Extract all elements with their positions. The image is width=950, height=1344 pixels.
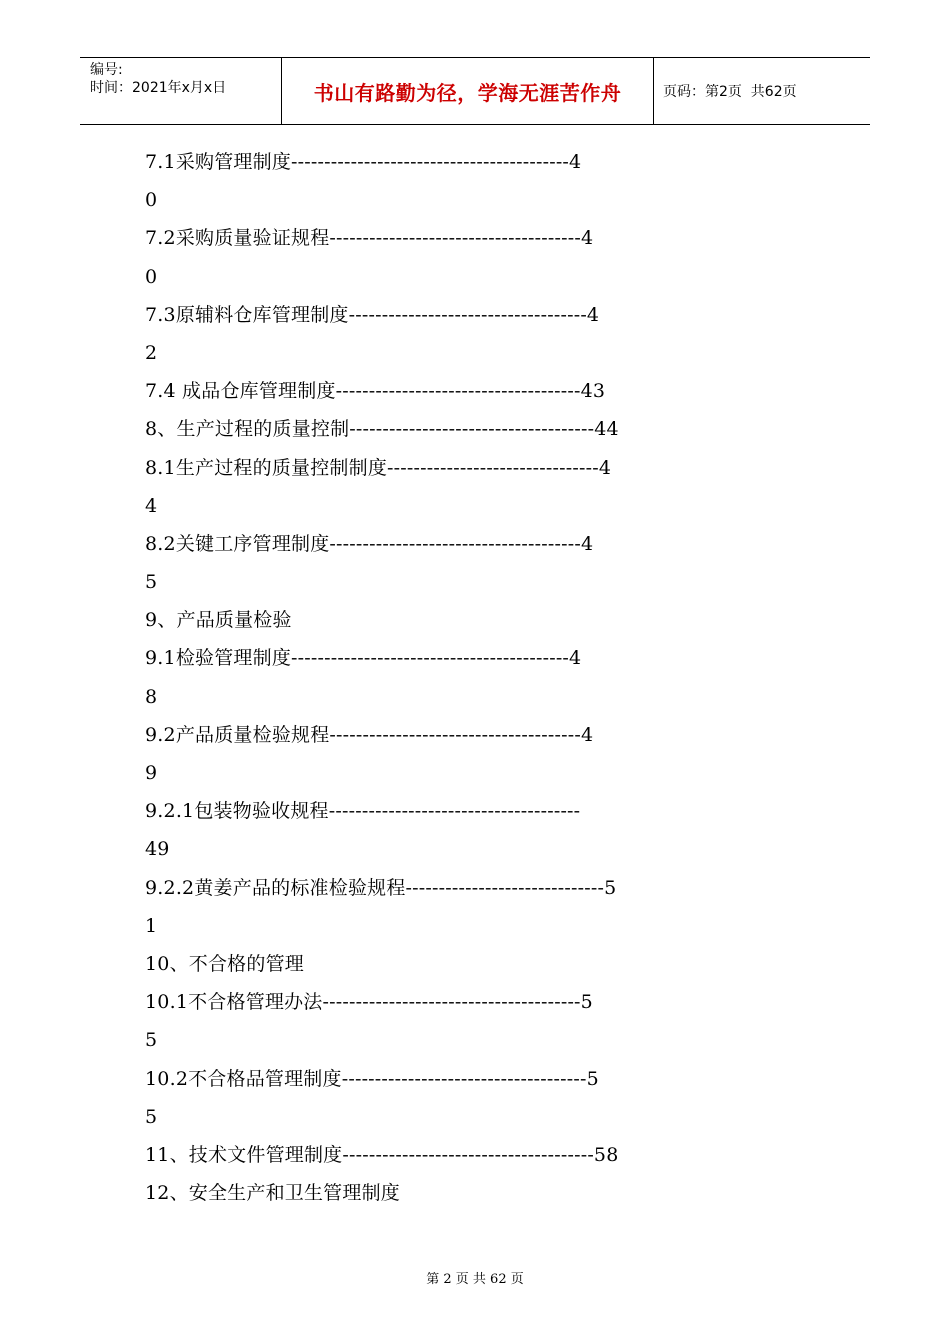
- toc-line: 7.4 成品仓库管理制度-------------------------------------43: [145, 380, 606, 403]
- document-number-label: 编号:: [90, 62, 123, 78]
- toc-line: 9.2.2黄姜产品的标准检验规程------------------------------5: [145, 876, 617, 899]
- toc-line: 8: [145, 685, 158, 708]
- table-of-contents: [145, 143, 810, 1212]
- toc-line: 5: [145, 571, 158, 594]
- toc-line: 5: [145, 1105, 158, 1128]
- toc-line: 2: [145, 341, 158, 364]
- header-page-info-cell: [654, 58, 870, 124]
- toc-line: 5: [145, 1029, 158, 1052]
- toc-line: 9.2.1包装物验收规程--------------------------------------: [145, 800, 581, 823]
- page-header: [80, 57, 870, 125]
- toc-line: 7.3原辅料仓库管理制度------------------------------------4: [145, 303, 600, 326]
- toc-line: 8.1生产过程的质量控制制度--------------------------------4: [145, 456, 612, 479]
- toc-line: 8、生产过程的质量控制-------------------------------------44: [145, 418, 619, 441]
- page-footer: 第 2 页 共 62 页: [426, 1272, 524, 1287]
- toc-line: 49: [145, 838, 170, 861]
- toc-line: 9.2产品质量检验规程--------------------------------------4: [145, 723, 594, 746]
- document-time-label: 时间：2021年x月x日: [90, 80, 227, 96]
- toc-line: 7.2采购质量验证规程--------------------------------------4: [145, 227, 594, 250]
- toc-line: 1: [145, 914, 158, 937]
- toc-line: 10.2不合格品管理制度-------------------------------------5: [145, 1067, 599, 1090]
- header-meta: [80, 58, 281, 124]
- toc-line: 9.1检验管理制度------------------------------------------4: [145, 647, 582, 670]
- toc-line: 4: [145, 494, 158, 517]
- header-motto-cell: [281, 58, 654, 124]
- toc-line: 0: [145, 265, 158, 288]
- toc-line: 12、安全生产和卫生管理制度: [145, 1182, 400, 1205]
- toc-line: 7.1采购管理制度------------------------------------------4: [145, 151, 582, 173]
- toc-line: 9: [145, 762, 158, 784]
- toc-line: 8.2关键工序管理制度--------------------------------------4: [145, 532, 594, 555]
- toc-line: 10.1不合格管理办法---------------------------------------5: [145, 991, 593, 1014]
- toc-line: 9、产品质量检验: [145, 609, 292, 632]
- toc-line: 11、技术文件管理制度--------------------------------------58: [145, 1143, 619, 1166]
- toc-line: 0: [145, 189, 158, 212]
- toc-line: 10、不合格的管理: [145, 952, 304, 975]
- header-motto: 书山有路勤为径，学海无涯苦作舟: [313, 80, 622, 105]
- header-page-info: 页码：第2页 共62页: [663, 84, 797, 100]
